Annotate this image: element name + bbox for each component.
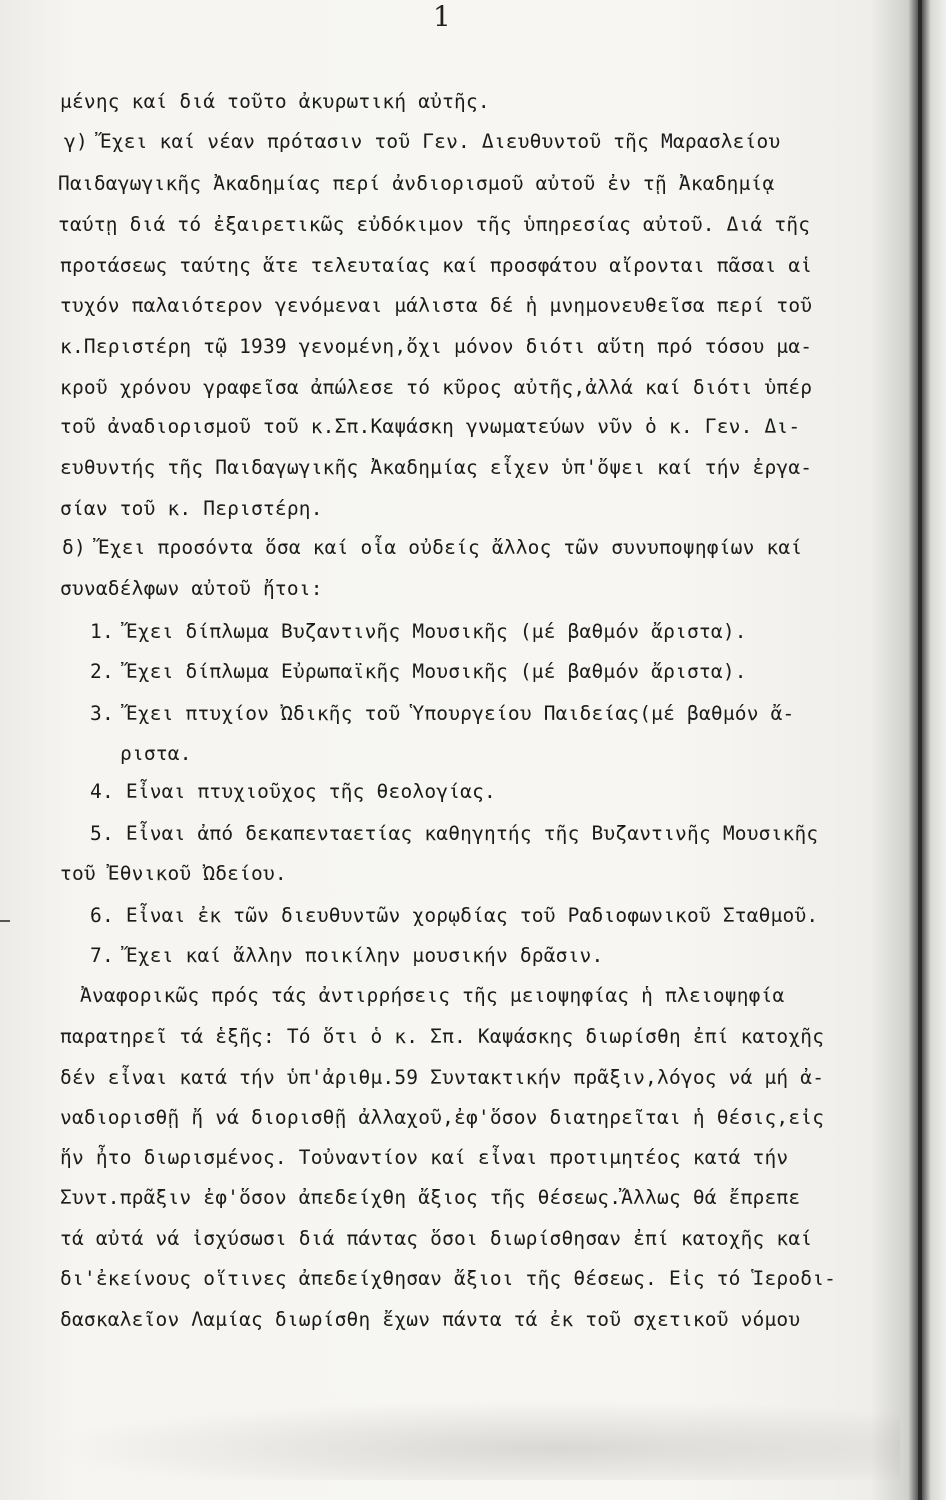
text-line: γ) Ἔχει καί νέαν πρότασιν τοῦ Γεν. Διευθυντοῦ τῆς Μαρασλείου bbox=[64, 130, 781, 153]
text-line: ταύτῃ διά τό ἐξαιρετικῶς εὐδόκιμον τῆς ὑπηρεσίας αὐτοῦ. Διά τῆς bbox=[58, 213, 811, 236]
text-line: 6. Εἶναι ἐκ τῶν διευθυντῶν χορῳδίας τοῦ Ραδιοφωνικοῦ Σταθμοῦ. bbox=[90, 904, 819, 927]
text-line: Ἀναφορικῶς πρός τάς ἀντιρρήσεις τῆς μειοψηφίας ἡ πλειοψηφία bbox=[80, 984, 785, 1007]
text-line: 2. Ἔχει δίπλωμα Εὐρωπαϊκῆς Μουσικῆς (μέ βαθμόν ἄριστα). bbox=[90, 660, 747, 683]
text-line: ευθυντής τῆς Παιδαγωγικῆς Ἀκαδημίας εἶχεν ὑπ'ὄψει καί τήν ἐργα- bbox=[60, 456, 813, 479]
text-line: τοῦ Ἐθνικοῦ Ὠδείου. bbox=[60, 862, 287, 885]
text-line: 1. Ἔχει δίπλωμα Βυζαντινῆς Μουσικῆς (μέ βαθμόν ἄριστα). bbox=[90, 620, 747, 643]
text-line: 4. Εἶναι πτυχιοῦχος τῆς θεολογίας. bbox=[90, 780, 496, 803]
text-line: ἥν ἦτο διωρισμένος. Τοὐναντίον καί εἶναι προτιμητέος κατά τήν bbox=[60, 1146, 789, 1169]
text-line: Παιδαγωγικῆς Ἀκαδημίας περί ἀνδιορισμοῦ αὐτοῦ ἐν τῇ Ἀκαδημίᾳ bbox=[58, 172, 775, 195]
punch-mark bbox=[0, 920, 10, 922]
text-line: μένης καί διά τοῦτο ἀκυρωτική αὐτῆς. bbox=[60, 90, 490, 113]
text-line: δι'ἐκείνους οἵτινες ἀπεδείχθησαν ἄξιοι τῆς θέσεως. Εἰς τό Ἱεροδι- bbox=[60, 1267, 837, 1290]
text-line: δέν εἶναι κατά τήν ὑπ'ἀριθμ.59 Συντακτικήν πρᾶξιν,λόγος νά μή ἀ- bbox=[60, 1066, 825, 1089]
page-number: 1 bbox=[433, 0, 451, 33]
text-line: 3. Ἔχει πτυχίον Ὠδικῆς τοῦ Ὑπουργείου Παιδείας(μέ βαθμόν ἄ- bbox=[90, 702, 795, 725]
text-line: 7. Ἔχει καί ἄλλην ποικίλην μουσικήν δρᾶσιν. bbox=[90, 944, 604, 967]
text-line: κ.Περιστέρη τῷ 1939 γενομένη,ὄχι μόνον διότι αὕτη πρό τόσου μα- bbox=[60, 335, 813, 358]
text-line: προτάσεως ταύτης ἅτε τελευταίας καί προσφάτου αἴρονται πᾶσαι αἱ bbox=[60, 254, 813, 277]
text-line: κροῦ χρόνου γραφεῖσα ἀπώλεσε τό κῦρος αὐτῆς,ἀλλά καί διότι ὑπέρ bbox=[60, 376, 813, 399]
text-line: Συντ.πρᾶξιν ἐφ'ὅσον ἀπεδείχθη ἄξιος τῆς θέσεως.Ἄλλως θά ἔπρεπε bbox=[60, 1186, 801, 1209]
text-line: παρατηρεῖ τά ἑξῆς: Τό ὅτι ὁ κ. Σπ. Καψάσκης διωρίσθη ἐπί κατοχῆς bbox=[60, 1025, 825, 1048]
page-binding-edge bbox=[918, 0, 922, 1500]
text-line: ναδιορισθῇ ἤ νά διορισθῇ ἀλλαχοῦ,ἐφ'ὅσον διατηρεῖται ἡ θέσις,εἰς bbox=[60, 1106, 825, 1129]
text-line: τυχόν παλαιότερον γενόμεναι μάλιστα δέ ἡ μνημονευθεῖσα περί τοῦ bbox=[60, 294, 813, 317]
text-line: 5. Εἶναι ἀπό δεκαπενταετίας καθηγητής τῆς Βυζαντινῆς Μουσικῆς bbox=[90, 822, 819, 845]
text-line: δασκαλεῖον Λαμίας διωρίσθη ἔχων πάντα τά ἐκ τοῦ σχετικοῦ νόμου bbox=[60, 1308, 801, 1331]
text-line: τοῦ ἀναδιορισμοῦ τοῦ κ.Σπ.Καψάσκη γνωματεύων νῦν ὁ κ. Γεν. Δι- bbox=[60, 415, 801, 438]
text-line: συναδέλφων αὐτοῦ ἤτοι: bbox=[60, 577, 323, 600]
text-line: σίαν τοῦ κ. Περιστέρη. bbox=[60, 497, 323, 520]
text-line: ριστα. bbox=[120, 742, 192, 765]
text-line: δ) Ἔχει προσόντα ὅσα καί οἷα οὐδείς ἄλλος τῶν συνυποψηφίων καί bbox=[62, 536, 803, 559]
scan-smudge bbox=[40, 1400, 900, 1480]
text-line: τά αὐτά νά ἰσχύσωσι διά πάντας ὅσοι διωρίσθησαν ἐπί κατοχῆς καί bbox=[60, 1227, 813, 1250]
